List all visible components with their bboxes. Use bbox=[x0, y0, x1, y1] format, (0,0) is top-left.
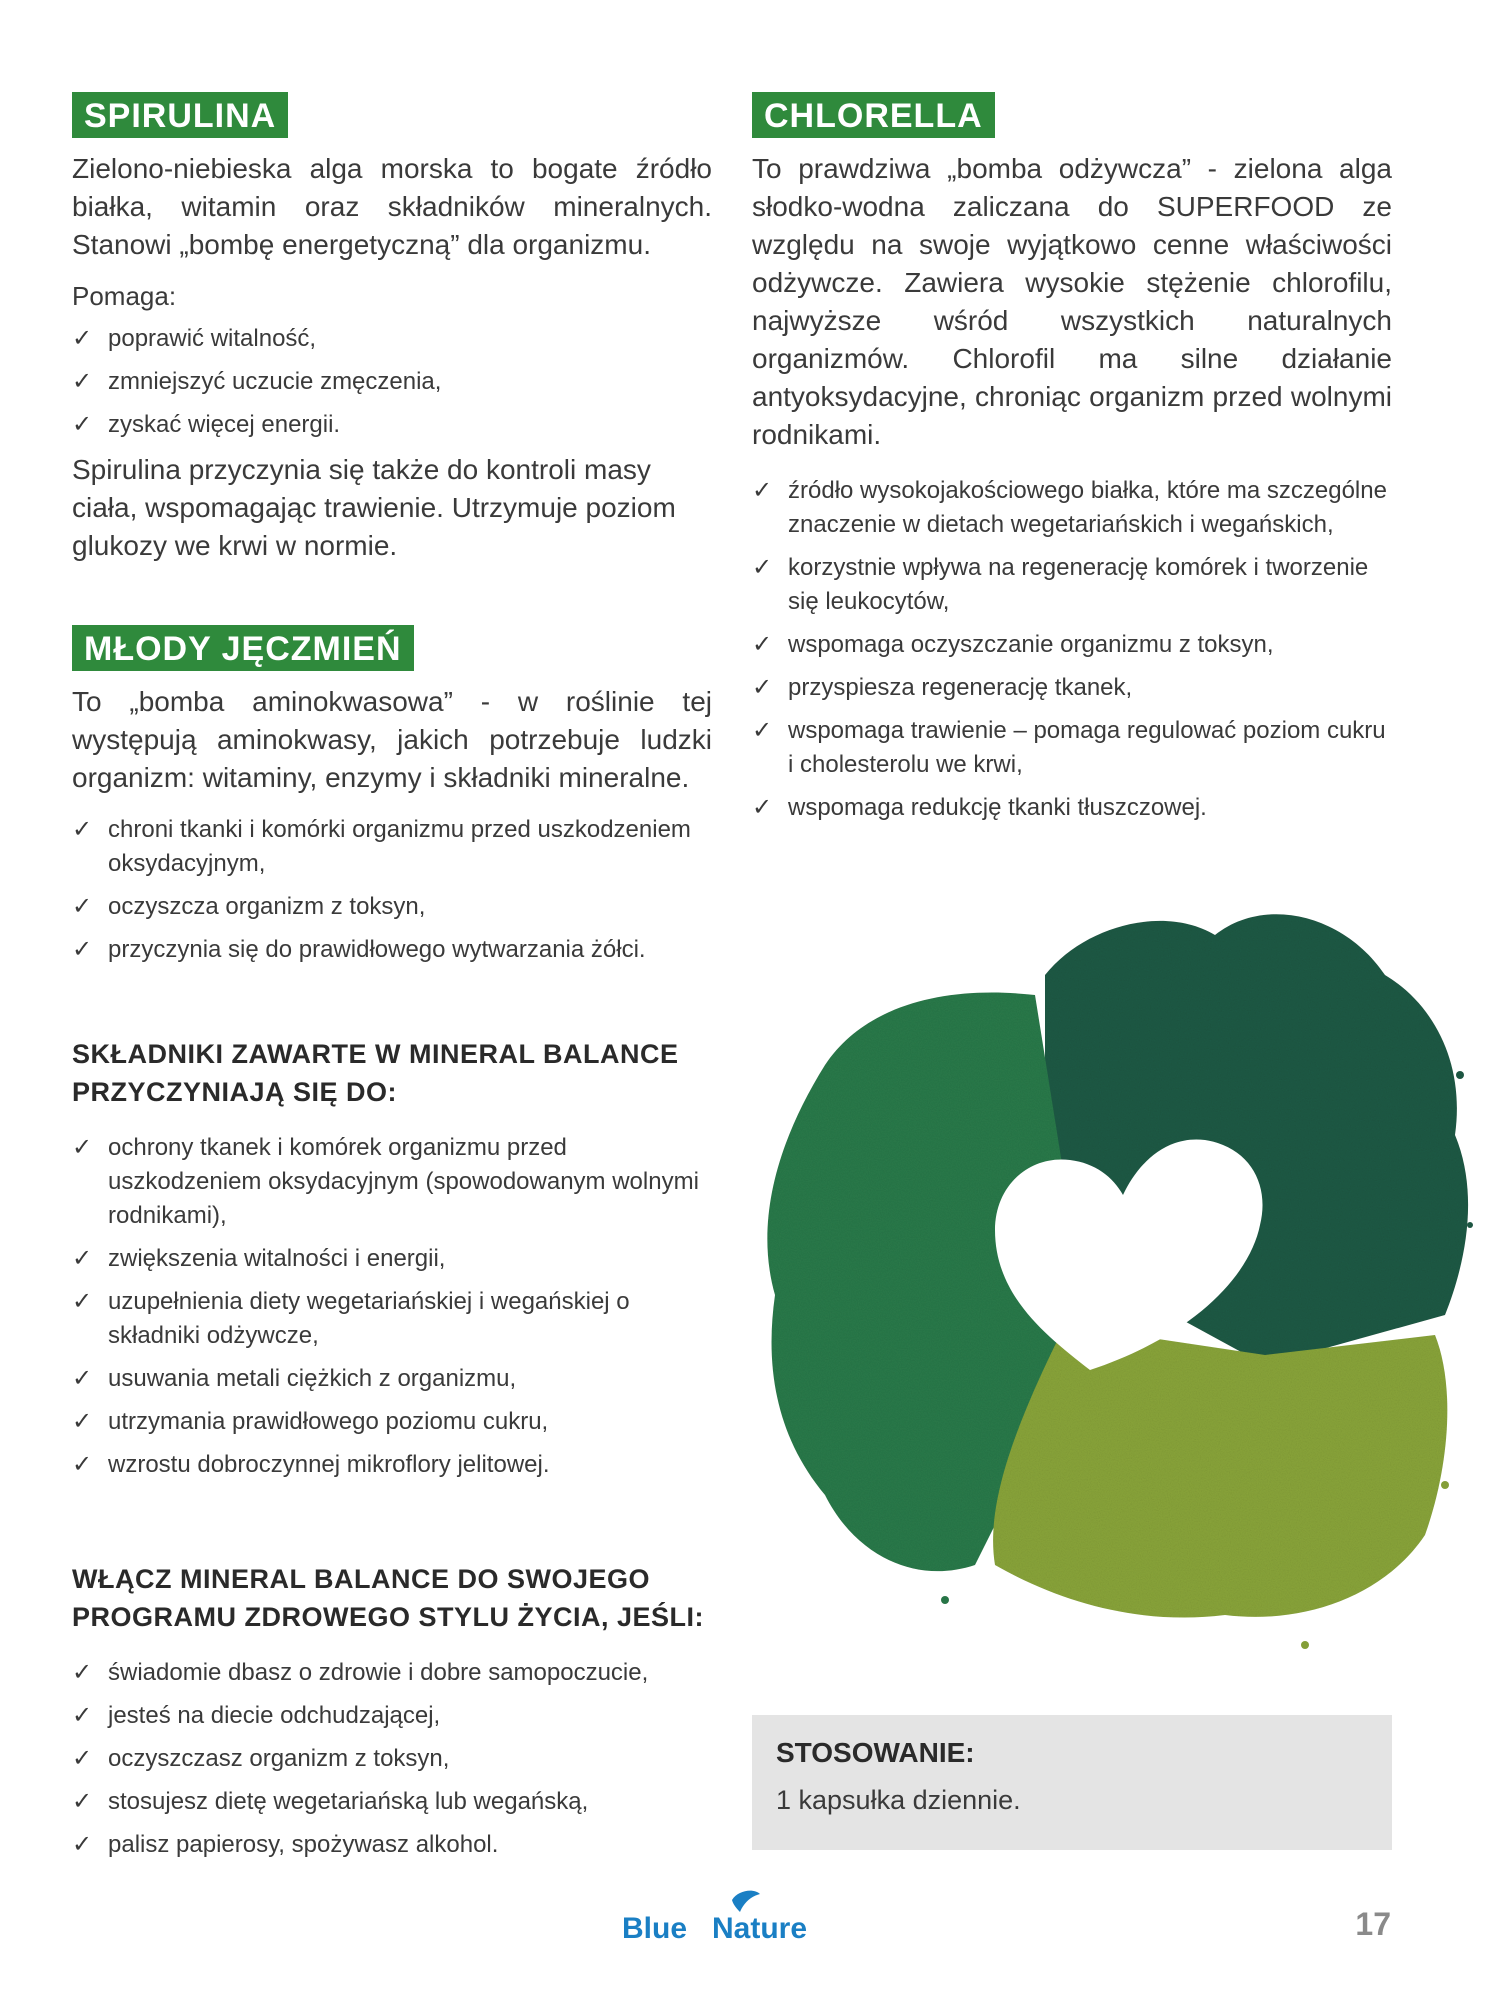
list-item: ✓ stosujesz dietę wegetariańską lub wegańską, bbox=[72, 1785, 712, 1819]
list-item: ✓ wspomaga oczyszczanie organizmu z toksyn, bbox=[752, 628, 1392, 662]
check-icon: ✓ bbox=[752, 477, 773, 504]
ingredients-list bbox=[72, 1131, 712, 1482]
check-icon: ✓ bbox=[72, 816, 93, 843]
list-item: ✓ ochrony tkanek i komórek organizmu przed uszkodzeniem oksydacyjnym (spowodowanym wolnymi rodnikami), bbox=[72, 1131, 712, 1233]
check-icon: ✓ bbox=[72, 411, 93, 438]
barley-section bbox=[72, 625, 712, 976]
chlorella-intro: To prawdziwa „bomba odżywcza” - zielona alga słodko-wodna zaliczana do SUPERFOOD ze względu na swoje wyjątkowo cenne właściwości odżywcze. Zawiera wysokie stężenie chlorofilu, najwyższe wśród wszystkich naturalnych organizmów. Chlorofil ma silne działanie antyoksydacyjne, chroniąc organizm przed wolnymi rodnikami. bbox=[752, 153, 1392, 450]
check-icon: ✓ bbox=[72, 1831, 93, 1858]
check-icon: ✓ bbox=[72, 936, 93, 963]
list-item: ✓ usuwania metali ciężkich z organizmu, bbox=[72, 1362, 712, 1396]
ingredients-heading: SKŁADNIKI ZAWARTE W MINERAL BALANCE PRZYCZYNIAJĄ SIĘ DO: bbox=[72, 1039, 679, 1107]
list-item: ✓ źródło wysokojakościowego białka, które ma szczególne znaczenie w dietach wegetariańskich i wegańskich, bbox=[752, 474, 1392, 542]
blue-nature-logo bbox=[620, 1888, 850, 1948]
chlorella-list bbox=[752, 474, 1392, 825]
list-item: ✓ oczyszczasz organizm z toksyn, bbox=[72, 1742, 712, 1776]
page-number: 17 bbox=[1355, 1906, 1391, 1942]
list-item: ✓ zwiększenia witalności i energii, bbox=[72, 1242, 712, 1276]
list-item: ✓ jesteś na diecie odchudzającej, bbox=[72, 1699, 712, 1733]
include-section bbox=[72, 1560, 712, 1871]
list-item: ✓ palisz papierosy, spożywasz alkohol. bbox=[72, 1828, 712, 1862]
list-item: ✓ poprawić witalność, bbox=[72, 322, 712, 356]
include-heading: WŁĄCZ MINERAL BALANCE DO SWOJEGO PROGRAMU ZDROWEGO STYLU ŻYCIA, JEŚLI: bbox=[72, 1564, 705, 1632]
list-item: ✓ świadomie dbasz o zdrowie i dobre samopoczucie, bbox=[72, 1656, 712, 1690]
check-icon: ✓ bbox=[72, 1659, 93, 1686]
list-item: ✓ korzystnie wpływa na regenerację komórek i tworzenie się leukocytów, bbox=[752, 551, 1392, 619]
check-icon: ✓ bbox=[752, 674, 773, 701]
spirulina-list bbox=[72, 322, 712, 442]
list-item: ✓ przyspiesza regenerację tkanek, bbox=[752, 671, 1392, 705]
list-item: ✓ wzrostu dobroczynnej mikroflory jelitowej. bbox=[72, 1448, 712, 1482]
include-list bbox=[72, 1656, 712, 1862]
spirulina-powder bbox=[993, 1325, 1447, 1618]
check-icon: ✓ bbox=[72, 1365, 93, 1392]
barley-title: MŁODY JĘCZMIEŃ bbox=[72, 625, 414, 671]
list-item: ✓ utrzymania prawidłowego poziomu cukru, bbox=[72, 1405, 712, 1439]
list-item: ✓ wspomaga trawienie – pomaga regulować poziom cukru i cholesterolu we krwi, bbox=[752, 714, 1392, 782]
spirulina-title: SPIRULINA bbox=[72, 92, 288, 138]
check-icon: ✓ bbox=[752, 554, 773, 581]
check-icon: ✓ bbox=[752, 794, 773, 821]
list-item: ✓ zmniejszyć uczucie zmęczenia, bbox=[72, 365, 712, 399]
list-item: ✓ przyczynia się do prawidłowego wytwarzania żółci. bbox=[72, 933, 712, 967]
check-icon: ✓ bbox=[72, 1788, 93, 1815]
list-item: ✓ wspomaga redukcję tkanki tłuszczowej. bbox=[752, 791, 1392, 825]
usage-box bbox=[752, 1715, 1392, 1850]
brand-blue: Blue bbox=[622, 1912, 688, 1945]
spirulina-intro: Zielono-niebieska alga morska to bogate źródło białka, witamin oraz składników mineralnych. Stanowi „bombę energetyczną” dla organizmu. bbox=[72, 153, 712, 260]
check-icon: ✓ bbox=[72, 1245, 93, 1272]
list-item: ✓ oczyszcza organizm z toksyn, bbox=[72, 890, 712, 924]
green-powder-heart-photo bbox=[745, 865, 1480, 1690]
ingredients-section bbox=[72, 1035, 712, 1491]
check-icon: ✓ bbox=[72, 1288, 93, 1315]
check-icon: ✓ bbox=[72, 1134, 93, 1161]
barley-list bbox=[72, 813, 712, 967]
spirulina-helps-label: Pomaga: bbox=[72, 281, 177, 311]
check-icon: ✓ bbox=[72, 893, 93, 920]
check-icon: ✓ bbox=[752, 631, 773, 658]
usage-title: STOSOWANIE: bbox=[776, 1737, 975, 1768]
spirulina-outro: Spirulina przyczynia się także do kontroli masy ciała, wspomagając trawienie. Utrzymuje poziom glukozy we krwi w normie. bbox=[72, 454, 676, 561]
check-icon: ✓ bbox=[72, 1702, 93, 1729]
spirulina-section bbox=[72, 92, 712, 565]
list-item: ✓ uzupełnienia diety wegetariańskiej i wegańskiej o składniki odżywcze, bbox=[72, 1285, 712, 1353]
usage-text: 1 kapsułka dziennie. bbox=[776, 1785, 1021, 1815]
chlorella-title: CHLORELLA bbox=[752, 92, 995, 138]
check-icon: ✓ bbox=[752, 717, 773, 744]
list-item: ✓ chroni tkanki i komórki organizmu przed uszkodzeniem oksydacyjnym, bbox=[72, 813, 712, 881]
check-icon: ✓ bbox=[72, 368, 93, 395]
check-icon: ✓ bbox=[72, 325, 93, 352]
barley-intro: To „bomba aminokwasowa” - w roślinie tej występują aminokwasy, jakich potrzebuje ludzki organizm: witaminy, enzymy i składniki mineralne. bbox=[72, 686, 712, 793]
check-icon: ✓ bbox=[72, 1745, 93, 1772]
check-icon: ✓ bbox=[72, 1408, 93, 1435]
list-item: ✓ zyskać więcej energii. bbox=[72, 408, 712, 442]
brand-nature: Nature bbox=[712, 1912, 808, 1945]
check-icon: ✓ bbox=[72, 1451, 93, 1478]
chlorella-section bbox=[752, 92, 1392, 834]
